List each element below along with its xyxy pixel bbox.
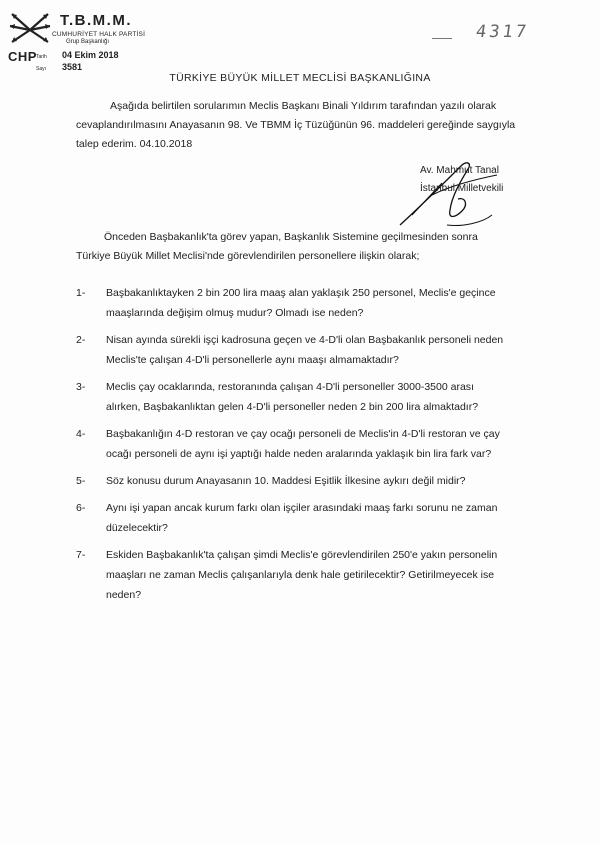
context-line-1: Önceden Başbakanlık'ta görev yapan, Başkanlık Sistemine geçilmesinden sonra [104,231,478,243]
intro-line-1: Aşağıda belirtilen sorularımın Meclis Başkanı Binali Yıldırım tarafından yazılı olarak [110,100,497,112]
question-line: Nisan ayında sürekli işçi kadrosuna geçen ve 4-D'li olan Başbakanlık personeli neden [106,334,504,346]
intro-line-2: cevaplandırılmasını Anayasanın 98. Ve TBMM İç Tüzüğünün 96. maddeleri gereğinde saygıyla [76,119,516,131]
question-number: 2- [76,334,86,346]
signatory-title: İstanbul Milletvekili [420,183,504,194]
question-text [106,498,546,538]
date-row [36,50,119,60]
date-value: 04 Ekim 2018 [62,50,119,60]
question-text [106,377,546,417]
question-text [106,545,546,605]
question-number: 5- [76,475,86,487]
question-text [106,330,546,370]
context-paragraph [76,228,546,266]
party-name: CUMHURİYET HALK PARTİSİ [52,31,146,38]
list-item [76,424,546,464]
question-line: Meclis çay ocaklarında, restoranında çalışan 4-D'li personeller 3000-3500 arası [106,381,474,393]
question-line: maaşları ne zaman Meclis çalışanlarıyla denk hale getirilecektir? Getirilmeyecek ise [106,569,495,581]
number-row [36,62,82,72]
question-number: 7- [76,549,86,561]
question-number: 3- [76,381,86,393]
stamp-number: 4317 [474,22,531,42]
list-item [76,377,546,417]
date-label: Tarih [36,54,47,60]
signature-block [420,162,503,198]
question-line: Başbakanlıktayken 2 bin 200 lira maaş alan yaklaşık 250 personel, Meclis'e geçince [106,287,496,299]
intro-line-3: talep ederim. 04.10.2018 [76,138,193,150]
list-item [76,471,546,491]
question-line: düzelecektir? [106,522,168,534]
list-item [76,330,546,370]
question-line: alırken, Başbakanlıktan gelen 4-D'li personeller neden 2 bin 200 lira almaktadır? [106,401,479,413]
list-item [76,498,546,538]
chp-logo-icon [8,10,52,54]
question-number: 1- [76,287,86,299]
question-line: Aynı işi yapan ancak kurum farkı olan işçiler arasındaki maaş farkı sorunu ne zaman [106,502,498,514]
group-name: Grup Başkanlığı [66,39,110,45]
context-line-2: Türkiye Büyük Millet Meclisi'nde görevlendirilen personellere ilişkin olarak; [76,250,420,262]
list-item [76,545,546,605]
signatory-name: Av. Mahmut Tanal [420,165,499,176]
question-line: Meclis'te çalışan 4-D'li personellerle aynı maaşı almamaktadır? [106,354,399,366]
intro-paragraph [76,97,556,154]
question-number: 6- [76,502,86,514]
question-line: maaşlarında değişim olmuş mudur? Olmadı ise neden? [106,307,364,319]
document-title: TÜRKİYE BÜYÜK MİLLET MECLİSİ BAŞKANLIĞINA [169,72,431,84]
number-value: 3581 [62,62,83,72]
question-line: Başbakanlığın 4-D restoran ve çay ocağı personeli de Meclis'in 4-D'li restoran ve çay [106,428,500,440]
question-number: 4- [76,428,86,440]
question-line: ocağı personeli de aynı işi yaptığı halde neden aralarında yaklaşık bin lira fark var? [106,448,492,460]
org-name: T.B.M.M. [60,12,132,29]
question-text [106,283,546,323]
list-item [76,283,546,323]
number-label: Sayı [36,66,47,72]
question-line: neden? [106,589,142,601]
stamp-dash [432,38,452,39]
question-text [106,424,546,464]
logo-text: CHP [8,49,37,64]
question-list [76,283,546,612]
question-line: Eskiden Başbakanlık'ta çalışan şimdi Meclis'e görevlendirilen 250'e yakın personelin [106,549,498,561]
question-text [106,471,546,491]
question-line: Söz konusu durum Anayasanın 10. Maddesi Eşitlik İlkesine aykırı değil midir? [106,475,466,487]
